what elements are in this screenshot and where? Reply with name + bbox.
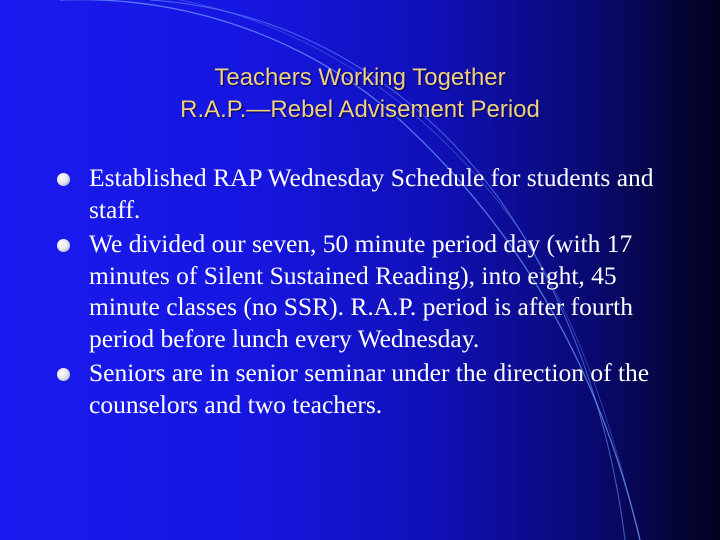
slide-title-line-2: R.A.P.—Rebel Advisement Period xyxy=(180,96,540,123)
bullet-list xyxy=(0,162,720,423)
bullet-text-2: We divided our seven, 50 minute period day (with 17 minutes of Silent Sustained Reading), into eight, 45 minute classes (no SSR). R.A.P. period is after fourth period before lunch every Wednesday. xyxy=(89,229,633,353)
bullet-dot-icon xyxy=(57,368,70,381)
bullet-item-1 xyxy=(0,162,720,225)
bullet-dot-icon xyxy=(57,173,70,186)
bullet-text-3: Seniors are in senior seminar under the direction of the counselors and two teachers. xyxy=(89,358,650,419)
bullet-item-2 xyxy=(0,228,720,354)
bullet-dot-icon xyxy=(57,239,70,252)
bullet-text-1: Established RAP Wednesday Schedule for students and staff. xyxy=(89,163,654,224)
bullet-item-3 xyxy=(0,357,720,420)
slide-title xyxy=(0,62,720,126)
slide-title-line-1: Teachers Working Together xyxy=(214,64,506,91)
